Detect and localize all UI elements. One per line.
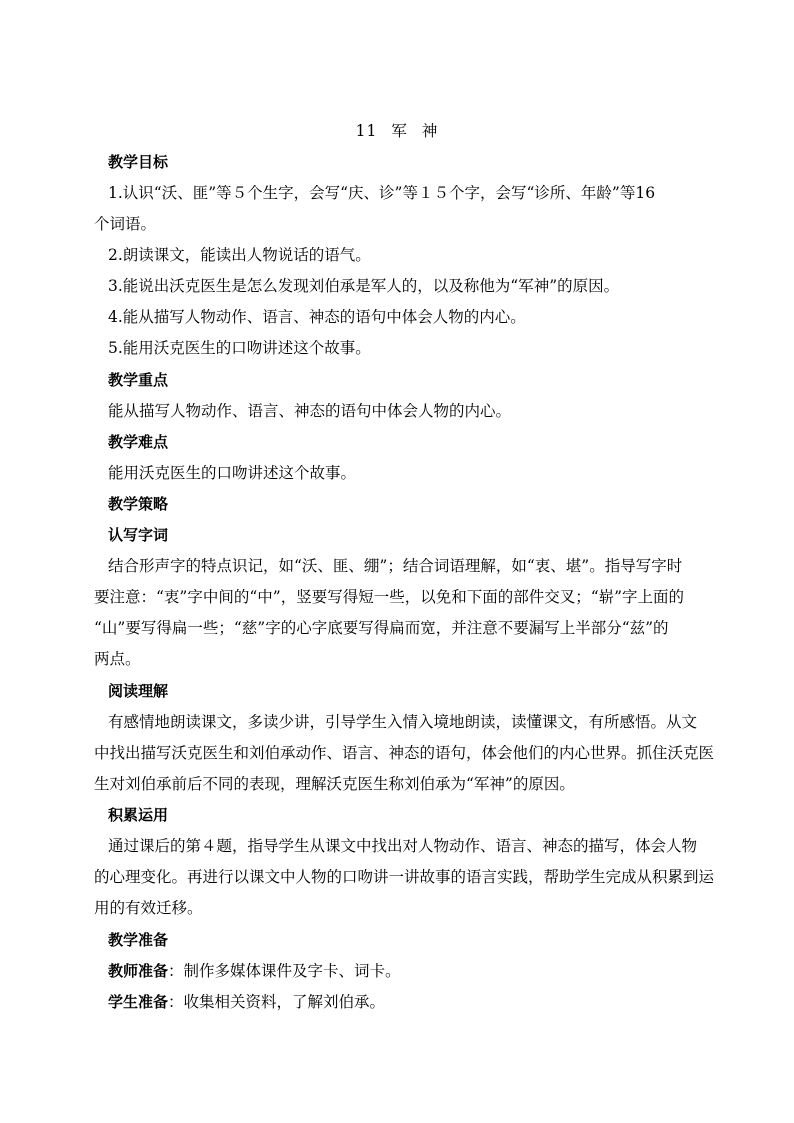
goal-line: 2.朗读课文，能读出人物说话的语气。 [108,246,371,264]
reading-heading: 阅读理解 [108,682,169,700]
literacy-line: 两点。 [94,650,141,668]
lesson-title-word-2: 神 [421,122,439,140]
goal-line: 3.能说出沃克医生是怎么发现刘伯承是军人的，以及称他为“军神”的原因。 [108,277,620,295]
key-text: 能从描写人物动作、语言、神态的语句中体会人物的内心。 [108,402,512,420]
literacy-line: 要注意：“衷”字中间的“中”，竖要写得短一些，以免和下面的部件交叉；“崭”字上面的 [94,588,685,606]
strategy-heading: 教学策略 [108,495,169,513]
goal-line: 个词语。 [94,215,157,233]
student-prep-text: ：收集相关资料，了解刘伯承。 [168,993,386,1011]
reading-line: 生对刘伯承前后不同的表现，理解沃克医生称刘伯承为“军神”的原因。 [94,775,575,793]
accumulate-line: 用的有效迁移。 [94,899,203,917]
teacher-prep-text: ：制作多媒体课件及字卡、词卡。 [168,962,401,980]
student-prep-label: 学生准备 [108,993,169,1011]
goal-line: 1.认识“沃、匪”等５个生字，会写“庆、诊”等１５个字，会写“诊所、年龄”等16 [108,184,656,202]
reading-line: 中找出描写沃克医生和刘伯承动作、语言、神态的语句，体会他们的内心世界。抓住沃克医 [94,744,715,762]
prep-heading: 教学准备 [108,931,169,949]
goal-line: 4.能从描写人物动作、语言、神态的语句中体会人物的内心。 [108,308,526,326]
lesson-title-word-1: 军 [391,122,408,140]
teacher-prep-label: 教师准备 [108,962,169,980]
goals-heading: 教学目标 [108,153,169,171]
accumulate-line: 的心理变化。再进行以课文中人物的口吻讲一讲故事的语言实践，帮助学生完成从积累到运 [94,868,715,886]
teacher-prep [108,961,720,981]
student-prep [108,992,720,1012]
reading-line: 有感情地朗读课文，多读少讲，引导学生入情入境地朗读，读懂课文，有所感悟。从文 [108,713,698,731]
literacy-line: 结合形声字的特点识记，如“沃、匪、绷”；结合词语理解，如“衷、堪”。指导写字时 [108,557,683,575]
difficulty-heading: 教学难点 [108,433,169,451]
literacy-line: “山”要写得扁一些；“慈”字的心字底要写得扁而宽，并注意不要漏写上半部分“兹”的 [94,619,669,637]
goal-line: 5.能用沃克医生的口吻讲述这个故事。 [108,339,371,357]
lesson-title [0,119,794,141]
key-heading: 教学重点 [108,371,169,389]
accumulate-line: 通过课后的第４题，指导学生从课文中找出对人物动作、语言、神态的描写，体会人物 [108,837,698,855]
difficulty-text: 能用沃克医生的口吻讲述这个故事。 [108,464,357,482]
literacy-heading: 认写字词 [108,526,169,544]
lesson-number: 11 [355,122,378,140]
accumulate-heading: 积累运用 [108,806,169,824]
